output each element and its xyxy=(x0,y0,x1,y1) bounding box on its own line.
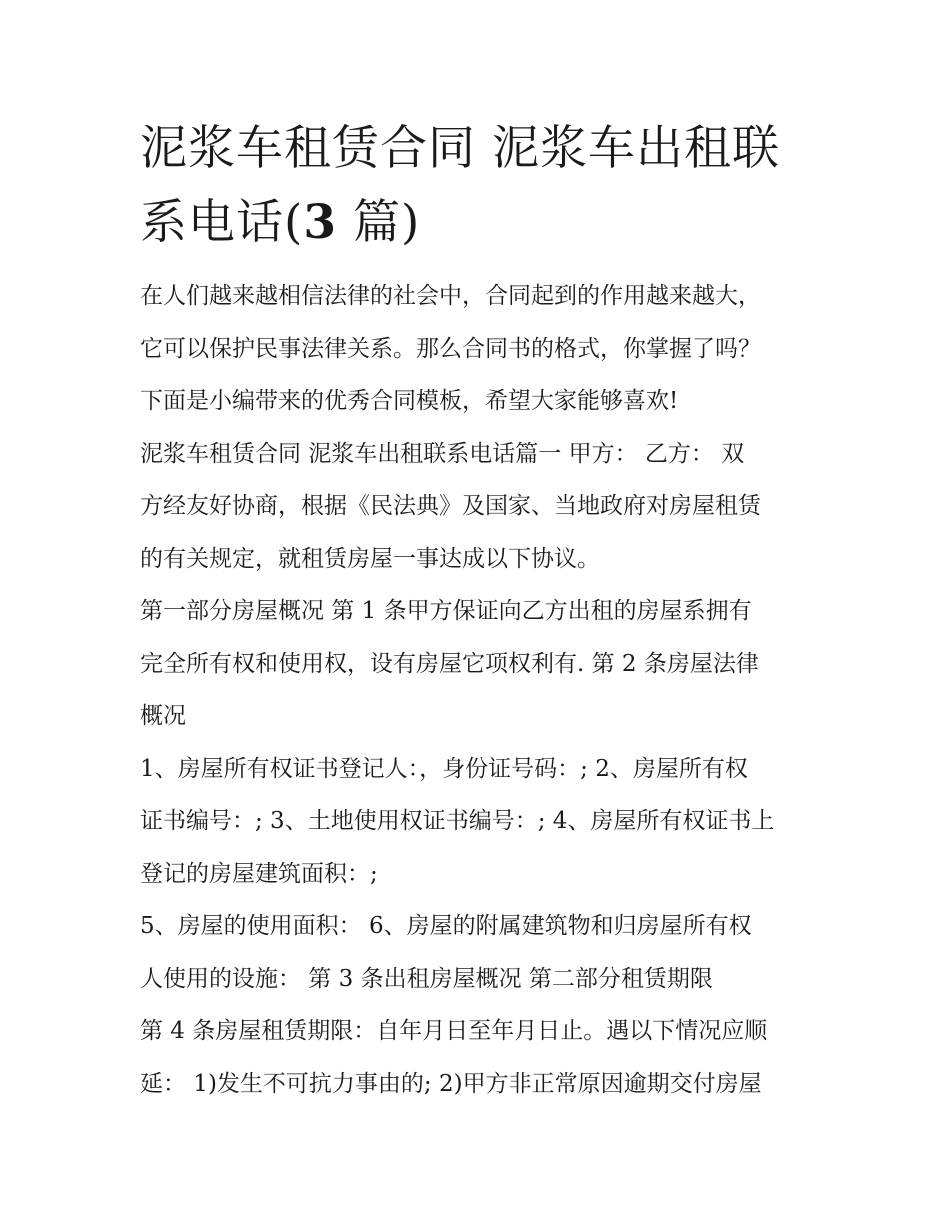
document-page xyxy=(140,112,820,1110)
document-body xyxy=(140,270,820,1110)
document-title xyxy=(140,112,820,260)
body-line: 第一部分房屋概况 第 1 条甲方保证向乙方出租的房屋系拥有 xyxy=(140,598,752,624)
body-line: 1、房屋所有权证书登记人：，身份证号码：; 2、房屋所有权 xyxy=(140,755,748,782)
body-line: 完全所有权和使用权，设有房屋它项权利有. 第 2 条房屋法律 xyxy=(140,650,759,677)
body-line: 方经友好协商，根据《民法典》及国家、当地政府对房屋租赁 xyxy=(140,493,761,519)
title-text-part1: 泥浆车租赁合同 泥浆车出租联系电话( xyxy=(140,121,780,250)
body-line: 登记的房屋建筑面积：; xyxy=(140,860,378,887)
body-line: 泥浆车租赁合同 泥浆车出租联系电话篇一 甲方： 乙方： 双 xyxy=(140,440,745,467)
body-line: 5、房屋的使用面积： 6、房屋的附属建筑物和归房屋所有权 xyxy=(140,913,752,939)
body-line: 人使用的设施： 第 3 条出租房屋概况 第二部分租赁期限 xyxy=(140,965,713,992)
body-line: 下面是小编带来的优秀合同模板，希望大家能够喜欢! xyxy=(140,388,679,414)
body-line: 在人们越来越相信法律的社会中，合同起到的作用越来越大， xyxy=(140,283,761,309)
title-text-part2: 篇) xyxy=(337,195,421,250)
body-line: 延： 1)发生不可抗力事由的; 2)甲方非正常原因逾期交付房屋 xyxy=(140,1070,762,1097)
title-count: 3 xyxy=(303,195,338,250)
body-line: 的有关规定，就租赁房屋一事达成以下协议。 xyxy=(140,545,600,572)
body-line: 概况 xyxy=(140,703,186,729)
body-line: 它可以保护民事法律关系。那么合同书的格式，你掌握了吗？ xyxy=(140,335,761,362)
body-line: 证书编号：; 3、土地使用权证书编号：; 4、房屋所有权证书上 xyxy=(140,808,775,834)
body-line: 第 4 条房屋租赁期限：自年月日至年月日止。遇以下情况应顺 xyxy=(140,1018,768,1044)
